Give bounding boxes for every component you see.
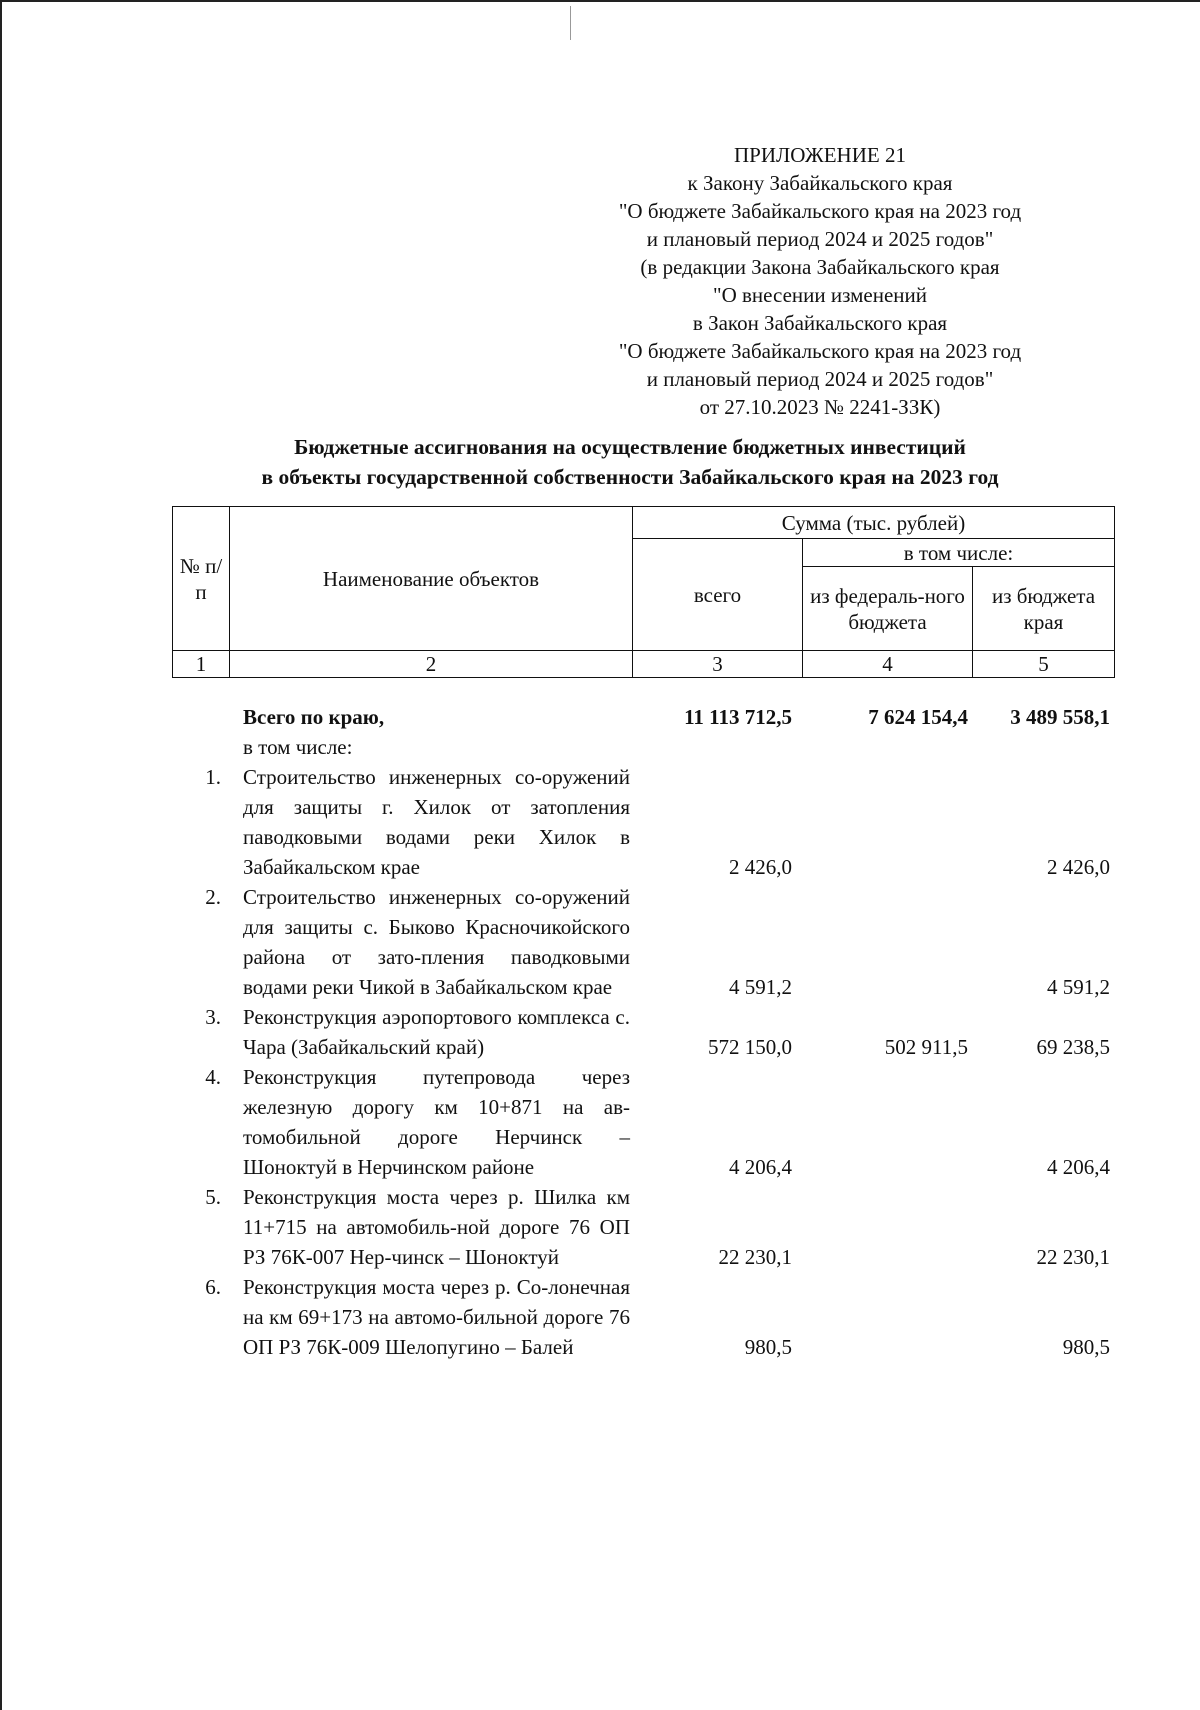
header-total: всего bbox=[633, 539, 803, 651]
appendix-line: и плановый период 2024 и 2025 годов" bbox=[646, 367, 994, 391]
header-name: Наименование объектов bbox=[230, 507, 633, 651]
appendix-line: (в редакции Закона Забайкальского края bbox=[640, 255, 1000, 279]
row-total: 4 206,4 bbox=[729, 1155, 792, 1179]
row-number: 4. bbox=[205, 1065, 221, 1089]
column-number: 3 bbox=[633, 651, 803, 678]
row-regional: 4 591,2 bbox=[1047, 975, 1110, 999]
header-num: № п/п bbox=[173, 507, 230, 651]
document-title bbox=[160, 432, 1100, 492]
row-total: 2 426,0 bbox=[729, 855, 792, 879]
row-total: 4 591,2 bbox=[729, 975, 792, 999]
scan-mark bbox=[570, 6, 571, 40]
title-line: в объекты государственной собственности Забайкальского края на 2023 год bbox=[261, 465, 999, 489]
appendix-line: от 27.10.2023 № 2241-ЗЗК) bbox=[699, 395, 941, 419]
appendix-line: "О бюджете Забайкальского края на 2023 год bbox=[618, 339, 1022, 363]
row-number: 3. bbox=[205, 1005, 221, 1029]
row-name: Реконструкция моста через р. Со-лонечная на км 69+173 на автомо-бильной дороге 76 ОП РЗ 76К-009 Шелопугино – Балей bbox=[243, 1275, 630, 1359]
column-number: 5 bbox=[973, 651, 1115, 678]
appendix-line: "О внесении изменений bbox=[713, 283, 927, 307]
row-regional: 980,5 bbox=[1062, 1335, 1110, 1359]
total-row bbox=[172, 702, 1114, 732]
row-federal bbox=[802, 1062, 972, 1182]
table-body bbox=[172, 702, 1114, 1362]
appendix-line: к Закону Забайкальского края bbox=[687, 171, 953, 195]
table-header bbox=[172, 506, 1115, 678]
table-row bbox=[172, 1002, 1114, 1062]
row-federal bbox=[802, 762, 972, 882]
total-federal: 7 624 154,4 bbox=[868, 705, 968, 729]
header-including: в том числе: bbox=[803, 539, 1115, 567]
including-label: в том числе: bbox=[243, 735, 353, 759]
row-number: 5. bbox=[205, 1185, 221, 1209]
row-regional: 2 426,0 bbox=[1047, 855, 1110, 879]
row-regional: 22 230,1 bbox=[1036, 1245, 1110, 1269]
table-row bbox=[172, 882, 1114, 1002]
row-name: Строительство инженерных со-оружений для защиты г. Хилок от затопления паводковыми водами реки Хилок в Забайкальском крае bbox=[243, 765, 630, 879]
appendix-line: "О бюджете Забайкальского края на 2023 год bbox=[618, 199, 1022, 223]
column-number: 1 bbox=[173, 651, 230, 678]
row-number: 2. bbox=[205, 885, 221, 909]
table-row bbox=[172, 1272, 1114, 1362]
row-name: Строительство инженерных со-оружений для защиты с. Быково Красночикойского района от зато-пления паводковыми водами реки Чикой в Забайкальском крае bbox=[243, 885, 630, 999]
row-federal bbox=[802, 882, 972, 1002]
scan-edge-left bbox=[0, 0, 2, 1710]
header-sum: Сумма (тыс. рублей) bbox=[633, 507, 1115, 539]
row-name: Реконструкция аэропортового комплекса с. Чара (Забайкальский край) bbox=[243, 1005, 630, 1059]
row-regional: 4 206,4 bbox=[1047, 1155, 1110, 1179]
row-name: Реконструкция путепровода через железную дорогу км 10+871 на ав-томобильной дороге Нерчинск – Шоноктуй в Нерчинском районе bbox=[243, 1065, 630, 1179]
title-line: Бюджетные ассигнования на осуществление бюджетных инвестиций bbox=[294, 435, 966, 459]
row-total: 980,5 bbox=[744, 1335, 792, 1359]
column-number: 2 bbox=[230, 651, 633, 678]
row-total: 22 230,1 bbox=[718, 1245, 792, 1269]
including-row bbox=[172, 732, 1114, 762]
appendix-line: ПРИЛОЖЕНИЕ 21 bbox=[734, 143, 906, 167]
appendix-header bbox=[540, 141, 1100, 421]
row-number: 1. bbox=[205, 765, 221, 789]
appendix-line: и плановый период 2024 и 2025 годов" bbox=[646, 227, 994, 251]
total-label: Всего по краю, bbox=[243, 705, 385, 729]
row-federal: 502 911,5 bbox=[884, 1035, 968, 1059]
row-federal bbox=[802, 1272, 972, 1362]
row-federal bbox=[802, 1182, 972, 1272]
row-name: Реконструкция моста через р. Шилка км 11+715 на автомобиль-ной дороге 76 ОП РЗ 76К-007 Нер-чинск – Шоноктуй bbox=[243, 1185, 630, 1269]
table-row bbox=[172, 762, 1114, 882]
row-total: 572 150,0 bbox=[708, 1035, 792, 1059]
appendix-line: в Закон Забайкальского края bbox=[692, 311, 948, 335]
table-row bbox=[172, 1062, 1114, 1182]
total-sum: 11 113 712,5 bbox=[684, 705, 792, 729]
scan-edge-top bbox=[0, 0, 1200, 2]
table-row bbox=[172, 1182, 1114, 1272]
row-number: 6. bbox=[205, 1275, 221, 1299]
header-regional: из бюджета края bbox=[973, 567, 1115, 651]
row-regional: 69 238,5 bbox=[1036, 1035, 1110, 1059]
header-federal: из федераль-ного бюджета bbox=[803, 567, 973, 651]
column-number: 4 bbox=[803, 651, 973, 678]
total-regional: 3 489 558,1 bbox=[1010, 705, 1110, 729]
